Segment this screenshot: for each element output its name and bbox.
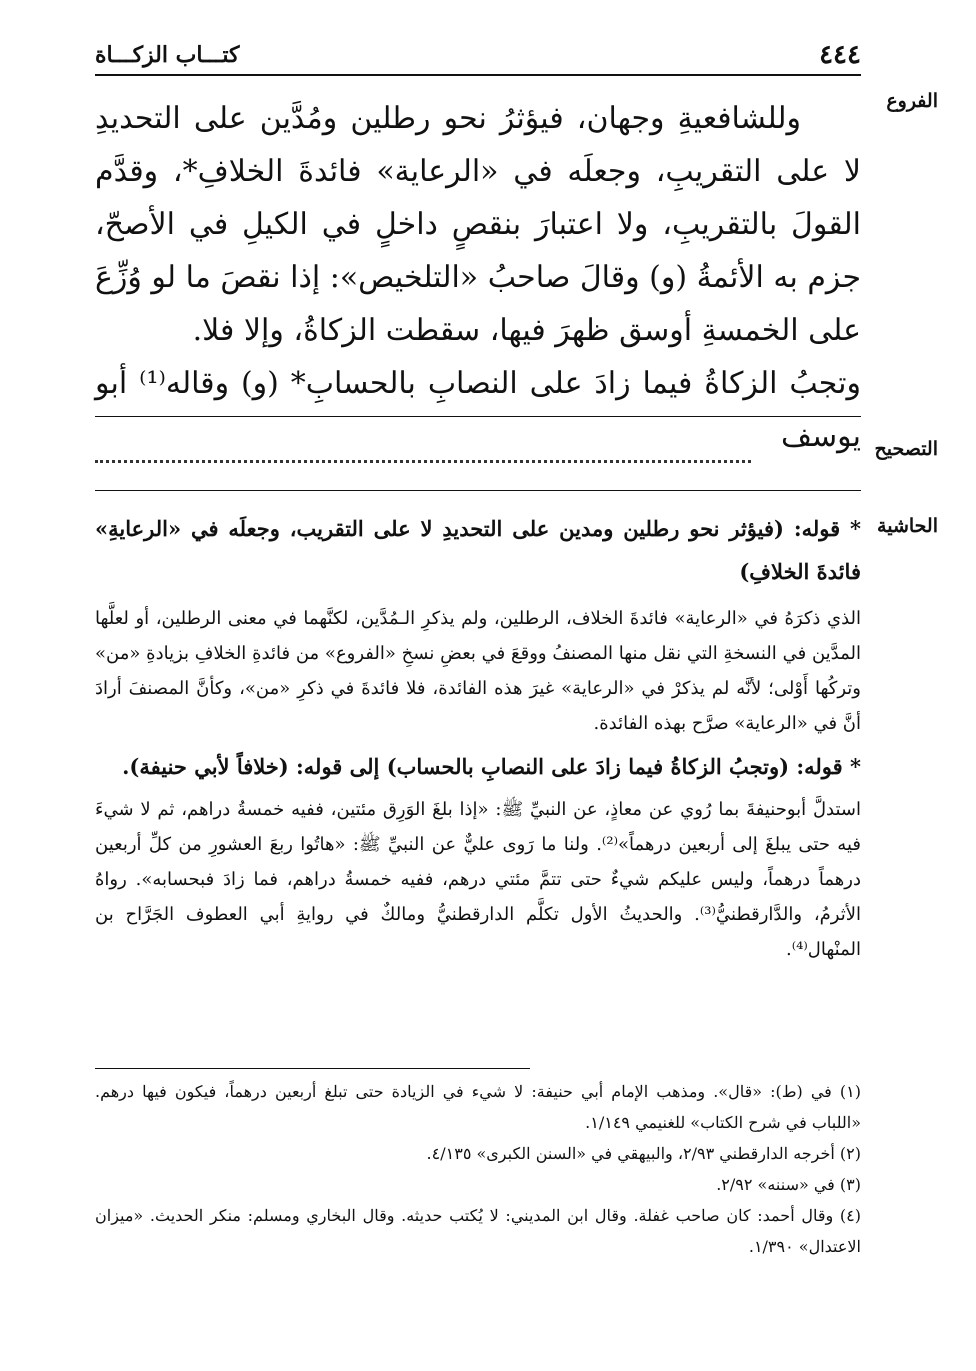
hashiya-section bbox=[95, 507, 861, 967]
hashiya-quote-1: * قوله: (فيؤثر نحو رطلين ومدين على التحديدِ لا على التقريب، وجعلَه في «الرعايةِ» فائدةَ الخلافِ) bbox=[95, 516, 861, 584]
section-rule bbox=[95, 416, 861, 417]
hashiya-paragraph-2: استدلَّ أبوحنيفةَ بما رُوي عن معاذٍ، عن النبيِّ ﷺ: «إذا بلغَ الوَرِق مئتين، ففيه خمسةُ دراهم، ثم لا شيءَ فيه حتى يبلغَ إلى أربعين درهماً»⁽²⁾. ولنا ما رَوى عليٌّ عن النبيِّ ﷺ: «هاتُوا ربعَ العشورِ من كلِّ أربعين درهماً درهماً، وليس عليكم شيءٌ حتى تتمَّ مئتي درهم، ففيه خمسةُ دراهم، فما زادَ فبحسابه». رواهُ الأثرمُ، والدَّارقطنيُّ⁽³⁾. والحديثُ الأول تكلَّم الدارقطنيُّ ومالكٌ في روايةِ أبي العطوف الجَرَّاح بن المنْهال⁽⁴⁾. bbox=[95, 799, 861, 960]
footnote-rule bbox=[95, 1068, 530, 1069]
hashiya-paragraph-1: الذي ذكرَهُ في «الرعاية» فائدةَ الخلاف، الرطلين، ولم يذكرِ الـمُدَّين، لكنَّهما في معنى الرطلين، أو لعلَّها المدَّين في النسخةِ التي نقل منها المصنفُ ووقعَ في بعضِ نسخِ «الفروع» من فائدةِ الخلافِ بزيادةِ «من» وتركُها أَوْلى؛ لأنَّه لم يذكرْ في «الرعاية» غيرَ هذه الفائدة، فلا فائدةَ في ذكرِ «من»، وكأنَّ المصنفَ أرادَ أنَّ في «الرعاية» صرَّح بهذه الفائدة. bbox=[95, 608, 861, 734]
furu-section bbox=[95, 92, 861, 463]
footnote-2: (٢) أخرجه الدارقطني ٢/٩٣، والبيهقي في «السنن الكبرى» ٤/١٣٥. bbox=[426, 1144, 861, 1163]
label-hashiya: الحاشية bbox=[877, 515, 938, 537]
running-header bbox=[95, 40, 861, 74]
footnote-3: (٣) في «سننه» ٢/٩٢. bbox=[716, 1175, 861, 1194]
header-rule bbox=[95, 74, 861, 76]
footnote-4: (٤) وقال أحمد: كان صاحب غفلة. وقال ابن المديني: لا يُكتب حديثه. وقال البخاري ومسلم: منكر الحديث. «ميزان الاعتدال» ١/٣٩٠. bbox=[95, 1206, 861, 1256]
section-rule-2 bbox=[95, 490, 861, 491]
tashih-dotted-line bbox=[95, 460, 751, 463]
furu-paragraph-1: وللشافعيةِ وجهان، فيؤثرُ نحو رطلين ومُدَّين على التحديدِ لا على التقريبِ، وجعلَه في «الرعاية» فائدةَ الخلافِ*، وقدَّم القولَ بالتقريبِ، ولا اعتبارَ بنقصٍ داخلٍ في الكيلِ في الأصحّ، جزم به الأئمةُ (و) وقالَ صاحبُ «التلخيص»: إذا نقصَ ما لو وُزِّعَ على الخمسةِ أوسق ظهرَ فيها، سقطت الزكاةُ، وإلا فلا. bbox=[95, 101, 861, 348]
hashiya-quote-2: * قوله: (وتجبُ الزكاةُ فيما زادَ على النصابِ بالحساب) إلى قوله: (خلافاً لأبي حنيفة). bbox=[122, 754, 861, 779]
footnote-1: (١) في (ط): «قال». ومذهب الإمام أبي حنيفة: لا شيء في الزيادة حتى تبلغ أربعين درهماً، فيكون فيها درهم. «اللباب في شرح الكتاب» للغنيمي ١/١٤٩. bbox=[95, 1082, 861, 1132]
label-furu: الفروع bbox=[886, 90, 938, 112]
furu-paragraph-2: وتجبُ الزكاةُ فيما زادَ على النصابِ بالحسابِ* (و) وقاله⁽¹⁾ أبو يوسف bbox=[95, 366, 861, 454]
label-tashih: التصحيح bbox=[874, 438, 938, 460]
footnotes bbox=[95, 1076, 861, 1262]
page-number: ٤٤٤ bbox=[819, 40, 861, 70]
chapter-title: كتـــاب الزكـــاة bbox=[95, 42, 240, 68]
